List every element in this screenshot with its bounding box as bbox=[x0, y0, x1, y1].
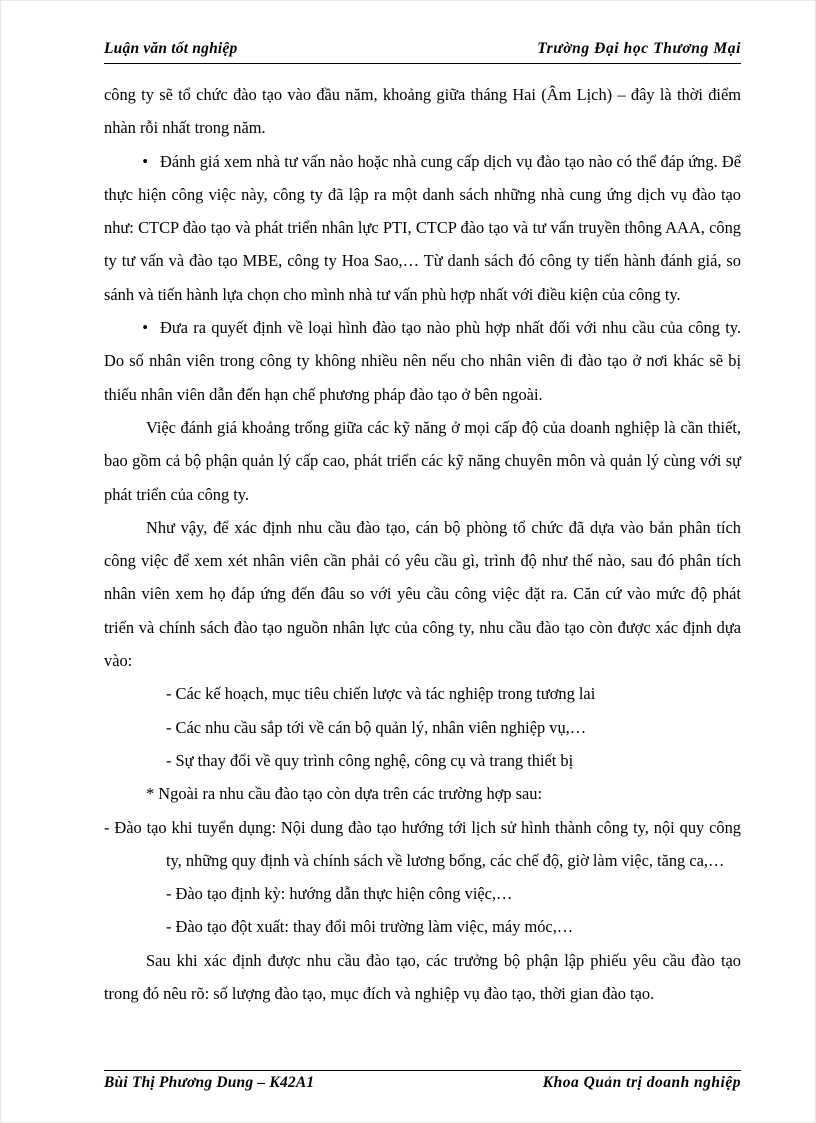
dash-list-item: - Đào tạo định kỳ: hướng dẫn thực hiện công việc,… bbox=[166, 884, 513, 904]
dash-list-item: - Các kế hoạch, mục tiêu chiến lược và tác nghiệp trong tương lai bbox=[166, 684, 596, 704]
bullet-list-item bbox=[104, 145, 741, 311]
paragraph-continuation: công ty sẽ tổ chức đào tạo vào đầu năm, khoảng giữa tháng Hai (Âm Lịch) – đây là thời điểm nhàn rỗi nhất trong năm. bbox=[104, 85, 741, 138]
footer-divider bbox=[104, 1070, 741, 1071]
page-footer bbox=[104, 1070, 741, 1092]
page-header bbox=[104, 40, 741, 62]
header-right-text: Trường Đại học Thương Mại bbox=[537, 40, 741, 57]
page-content bbox=[104, 40, 741, 1010]
bullet-marker: • bbox=[142, 318, 148, 338]
footer-row bbox=[104, 1074, 741, 1092]
paragraph-conclusion: Sau khi xác định được nhu cầu đào tạo, các trưởng bộ phận lập phiếu yêu cầu đào tạo trong đó nêu rõ: số lượng đào tạo, mục đích và nghiệp vụ đào tạo, thời gian đào tạo. bbox=[104, 950, 741, 1004]
header-left-text: Luận văn tốt nghiệp bbox=[104, 40, 238, 57]
dash-list-item: - Các nhu cầu sắp tới về cán bộ quản lý, nhân viên nghiệp vụ,… bbox=[166, 717, 587, 737]
bullet-item-text: Đưa ra quyết định về loại hình đào tạo nào phù hợp nhất đối với nhu cầu của công ty. Do số nhân viên trong công ty không nhiều nên nếu cho nhân viên đi đào tạo ở nơi khác sẽ bị thiếu nhân viên dẫn đến hạn chế phương pháp đào tạo ở bên ngoài. bbox=[104, 318, 741, 404]
header-divider bbox=[104, 63, 741, 64]
footer-left-text: Bùi Thị Phương Dung – K42A1 bbox=[104, 1074, 315, 1091]
footer-right-text: Khoa Quản trị doanh nghiệp bbox=[542, 1074, 741, 1091]
star-note-line: * Ngoài ra nhu cầu đào tạo còn dựa trên các trường hợp sau: bbox=[146, 784, 543, 804]
paragraph-analysis: Như vậy, để xác định nhu cầu đào tạo, cán bộ phòng tổ chức đã dựa vào bản phân tích công việc để xem xét nhân viên cần phải có yêu cầu gì, trình độ như thế nào, sau đó phân tích nhân viên xem họ đáp ứng đến đâu so với yêu cầu công việc đặt ra. Căn cứ vào mức độ phát triển và chính sách đào tạo nguồn nhân lực của công ty, nhu cầu đào tạo còn được xác định dựa vào: bbox=[104, 517, 741, 671]
document-body bbox=[104, 78, 741, 1010]
bullet-item-text: Đánh giá xem nhà tư vấn nào hoặc nhà cung cấp dịch vụ đào tạo nào có thể đáp ứng. Để thực hiện công việc này, công ty đã lập ra một danh sách những nhà cung ứng dịch vụ đào tạo như: CTCP đào tạo và phát triển nhân lực PTI, CTCP đào tạo và tư vấn truyền thông AAA, công ty tư vấn và đào tạo MBE, công ty Hoa Sao,… Từ danh sách đó công ty tiến hành đánh giá, so sánh và tiến hành lựa chọn cho mình nhà tư vấn phù hợp nhất với điều kiện của công ty. bbox=[104, 151, 741, 304]
dash-list-item: - Đào tạo đột xuất: thay đổi môi trường làm việc, máy móc,… bbox=[166, 917, 574, 937]
bullet-marker: • bbox=[142, 151, 148, 171]
dash-list-item: - Sự thay đổi về quy trình công nghệ, công cụ và trang thiết bị bbox=[166, 750, 574, 770]
bullet-list-item bbox=[104, 311, 741, 411]
paragraph-assessment: Việc đánh giá khoảng trống giữa các kỹ năng ở mọi cấp độ của doanh nghiệp là cần thiết, bao gồm cả bộ phận quản lý cấp cao, phát triển các kỹ năng chuyên môn và quản lý cùng với sự phát triển của công ty. bbox=[104, 417, 741, 504]
dash-list-item: - Đào tạo khi tuyển dụng: Nội dung đào tạo hướng tới lịch sử hình thành công ty, nội quy công ty, những quy định và chính sách về lương bổng, các chế độ, giờ làm việc, tăng ca,… bbox=[104, 817, 741, 870]
